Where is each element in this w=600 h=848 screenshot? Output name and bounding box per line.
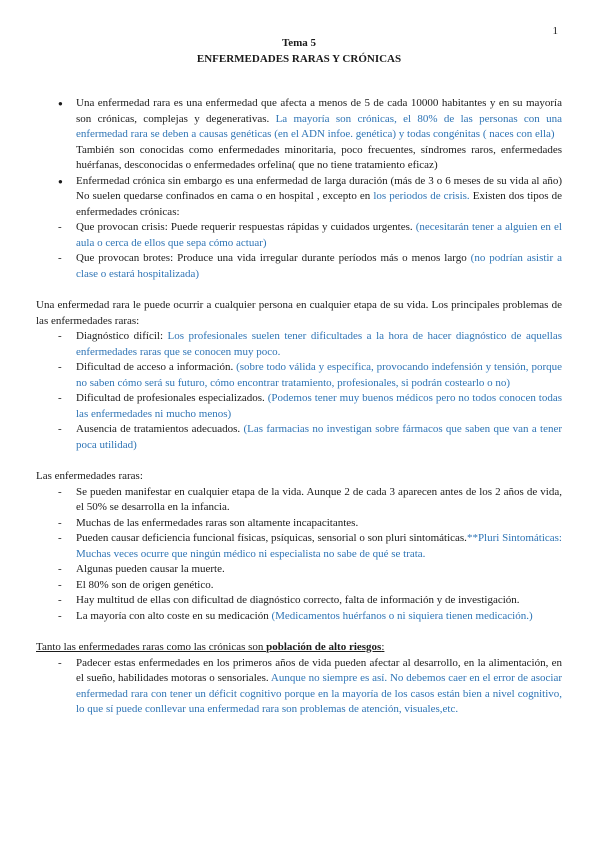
text-run: Padecer estas enfermedades en los primeros años de vida pueden afectar al desarrollo, en la alimentación, en el sueño, habilidades motoras o sensoriales. [76, 656, 562, 684]
text-run: (Medicamentos huérfanos o ni siquiera tienen medicación.) [271, 609, 533, 622]
text-run: La mayoría con alto coste en su medicación [76, 609, 272, 622]
text-run: Existen dos tipos de enfermedades crónicas: [76, 190, 562, 218]
text-run: Tanto las enfermedades raras como las crónicas son [36, 641, 267, 653]
text-run: Aunque no siempre es así. No debemos caer en el error de asociar enfermedad rara con tener un déficit cognitivo porque en la mayoría de los casos están bien a nivel cognitivo, lo que sí puede conllevar una enfermedad rara son problemas de atención, visuales,etc. [76, 672, 563, 715]
dash-item [36, 391, 562, 422]
text-run: : [381, 641, 385, 653]
text-run: población de alto riesgos [266, 641, 382, 653]
text-run: Hay multitud de ellas con dificultad de diagnóstico correcto, falta de información y de investigación. [76, 594, 520, 606]
dash-item [36, 656, 562, 718]
text-run: La mayoría son crónicas, el 80% de las personas con una enfermedad rara se deben a causas genéticas (en el ADN infoe. genética) y todas congénitas ( naces con ella) [76, 112, 563, 140]
title-line-2: ENFERMEDADES RARAS Y CRÓNICAS [196, 52, 402, 65]
text-run: Una enfermedad rara le puede ocurrir a cualquier persona en cualquier etapa de su vida. Los principales problemas de las enfermedades raras: [36, 299, 562, 327]
dash-marker: - [58, 656, 62, 669]
dash-marker: - [58, 578, 62, 591]
dash-item [36, 220, 562, 251]
dash-marker: - [58, 330, 62, 342]
dash-item [36, 422, 562, 453]
paragraph [36, 469, 562, 485]
text-run: Algunas pueden causar la muerte. [76, 563, 225, 575]
text-run: Dificultad de profesionales especializados. [76, 392, 268, 404]
text-run: Ausencia de tratamientos adecuados. [76, 423, 244, 435]
text-run: El 80% son de origen genético. [76, 578, 214, 591]
text-run: Se pueden manifestar en cualquier etapa de la vida. Aunque 2 de cada 3 aparecen antes de los 2 años de vida, el 50% se desarrolla en la infancia. [76, 485, 562, 513]
dash-item [36, 516, 562, 532]
dash-item [36, 562, 562, 578]
dash-marker: - [58, 361, 62, 373]
text-run: Las enfermedades raras: [36, 470, 143, 482]
dash-marker: - [58, 423, 62, 435]
text-run: Los profesionales suelen tener dificultades a la hora de hacer diagnóstico de aquellas enfermedades raras que se conocen muy poco. [76, 330, 563, 358]
bullet-marker: ● [58, 99, 63, 108]
text-run: Diagnóstico difícil: [76, 330, 168, 342]
bullet-marker: ● [58, 176, 63, 186]
text-run: (sobre todo válida y específica, provocando indefensión y tensión, porque no saben cómo será su futuro, cómo encontrar tratamiento, profesionales, si podrán costearlo o no) [76, 361, 562, 389]
document-title [36, 36, 562, 67]
text-run: Pueden causar deficiencia funcional físicas, psíquicas, sensorial o son pluri sintomáticas. [76, 532, 467, 544]
text-run: (no podrían asistir a clase o estará hospitalizada) [76, 252, 562, 280]
dash-marker: - [58, 221, 62, 233]
dash-item [36, 485, 562, 516]
text-run: (Podemos tener muy buenos médicos pero no todos conocen todas las enfermedades ni mucho menos) [76, 392, 563, 420]
text-run: Muchas de las enfermedades raras son altamente incapacitantes. [76, 516, 359, 529]
dash-marker: - [58, 594, 62, 606]
bullet-item [36, 96, 562, 143]
dash-item [36, 609, 562, 625]
dash-item [36, 360, 562, 391]
dash-item [36, 251, 562, 282]
text-run: Enfermedad crónica sin embargo es una enfermedad de larga duración (más de 3 o 6 meses de su vida al año) No suelen quedarse confinados en cama o en hospital , excepto en [76, 174, 562, 202]
dash-item [36, 531, 562, 562]
text-run: Que provocan crisis: Puede requerir respuestas rápidas y cuidados urgentes. [76, 221, 416, 233]
dash-marker: - [58, 252, 62, 264]
text-run: (necesitarán tener a alguien en el aula o cerca de ellos que sepa cómo actuar) [76, 221, 562, 249]
dash-item [36, 578, 562, 594]
section-spacer [36, 282, 562, 298]
section-spacer [36, 624, 562, 640]
bullet-item [36, 174, 562, 221]
text-run: (Las farmacias no investigan sobre fármacos que saben que van a tener poca utilidad) [76, 423, 563, 451]
paragraph [36, 298, 562, 329]
dash-marker: - [58, 563, 62, 575]
text-run: **Pluri Sintomáticas: Muchas veces ocurre que ningún médico ni especialista no sabe de qué se trata. [76, 532, 562, 560]
text-run: También son conocidas como enfermedades minoritaria, poco frecuentes, síndromes raros, enfermedades huérfanas, desconocidas o enfermedades orfelina( que no tiene tratamiento eficaz) [76, 143, 562, 171]
paragraph [36, 640, 562, 656]
dash-marker: - [58, 609, 62, 622]
title-line-1: Tema 5 [281, 37, 317, 49]
document-body [36, 96, 562, 718]
dash-marker: - [58, 485, 62, 498]
continuation-paragraph [36, 143, 562, 174]
text-run: Que provocan brotes: Produce una vida irregular durante períodos más o menos largo [76, 252, 471, 264]
dash-marker: - [58, 532, 62, 544]
text-run: Una enfermedad rara es una enfermedad que afecta a menos de 5 de cada 10000 habitantes y en su mayoría son crónicas, complejas y degenerativas. [76, 97, 562, 125]
text-run: Dificultad de acceso a información. [76, 361, 237, 373]
dash-item [36, 593, 562, 609]
dash-item [36, 329, 562, 360]
page-number: 1 [552, 25, 558, 37]
dash-marker: - [58, 392, 62, 404]
section-spacer [36, 453, 562, 469]
text-run: los periodos de crisis. [373, 190, 470, 202]
dash-marker: - [58, 516, 62, 529]
